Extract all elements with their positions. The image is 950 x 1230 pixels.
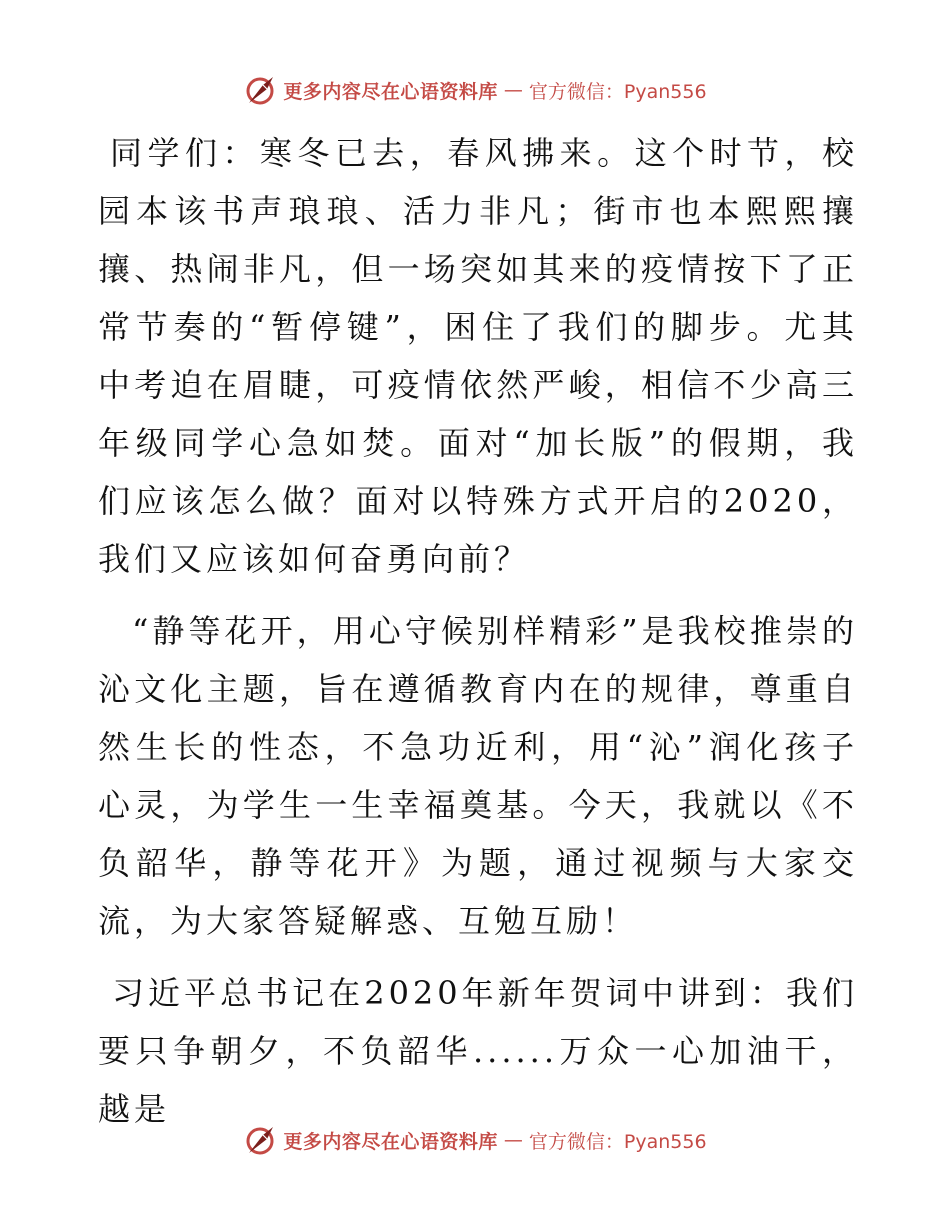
header-site-name: 更多内容尽在心语资料库 <box>283 80 498 103</box>
footer-separator: — <box>503 1129 523 1151</box>
quill-pen-logo-icon <box>243 1123 277 1157</box>
header-banner <box>0 70 950 110</box>
document-body <box>98 124 858 1138</box>
footer-banner <box>0 1120 950 1160</box>
footer-wechat-label: 官方微信：Pyan556 <box>528 1130 707 1153</box>
paragraph-quote: 习近平总书记在2020年新年贺词中讲到：我们要只争朝夕，不负韶华......万众一心加油干，越是 <box>98 974 858 1128</box>
quill-pen-logo-icon <box>243 73 277 107</box>
paragraph-theme: “静等花开，用心守候别样精彩”是我校推崇的沁文化主题，旨在遵循教育内在的规律，尊重自然生长的性态，不急功近利，用“沁”润化孩子心灵，为学生一生幸福奠基。今天，我就以《不负韶华，静等花开》为题，通过视频与大家交流，为大家答疑解惑、互勉互励！ <box>98 612 858 940</box>
header-separator: — <box>503 79 523 101</box>
paragraph-greeting: 同学们：寒冬已去，春风拂来。这个时节，校园本该书声琅琅、活力非凡；街市也本熙熙攘攘、热闹非凡，但一场突如其来的疫情按下了正常节奏的“暂停键”，困住了我们的脚步。尤其中考迫在眉睫，可疫情依然严峻，相信不少高三年级同学心急如焚。面对“加长版”的假期，我们应该怎么做？面对以特殊方式开启的2020，我们又应该如何奋勇向前？ <box>98 134 858 578</box>
header-wechat-label: 官方微信：Pyan556 <box>528 80 707 103</box>
footer-site-name: 更多内容尽在心语资料库 <box>283 1130 498 1153</box>
